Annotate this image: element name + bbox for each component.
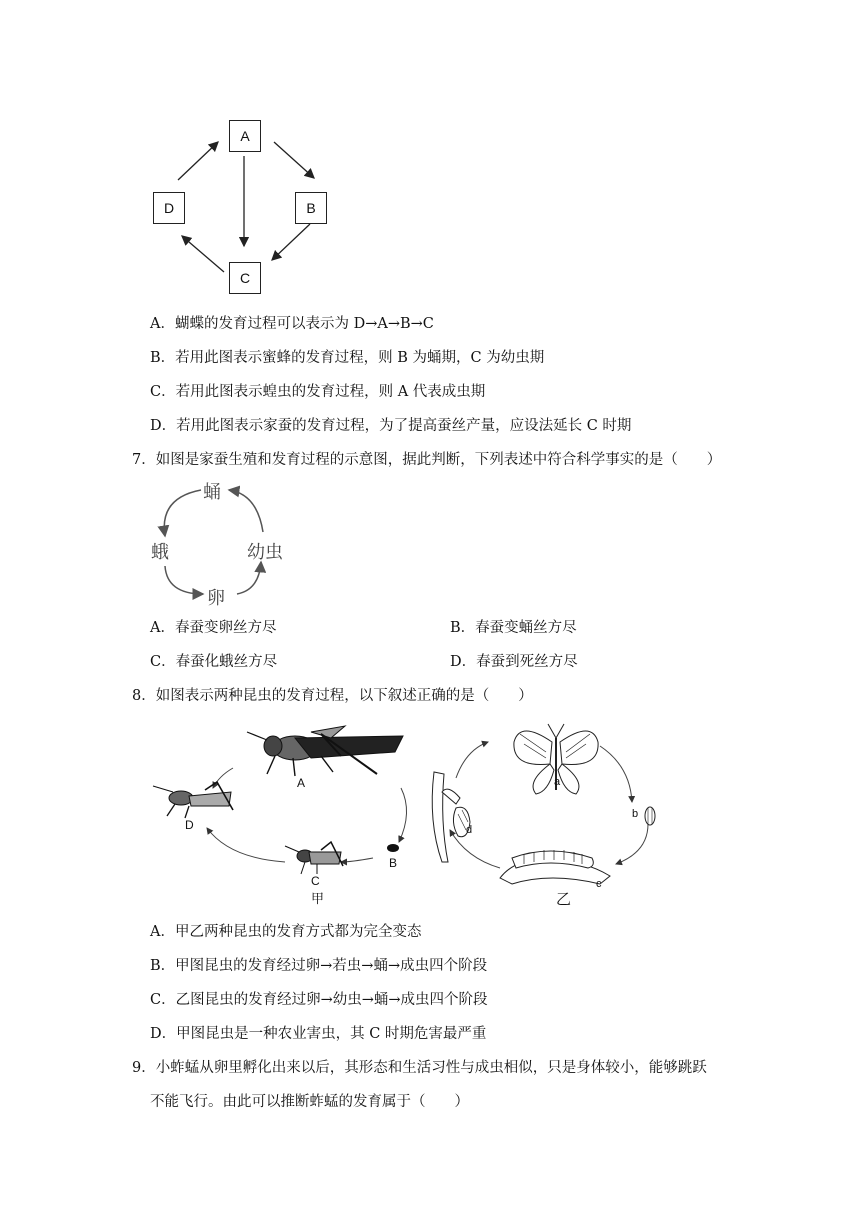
q6-option-b[interactable]: B．若用此图表示蜜蜂的发育过程，则 B 为蛹期，C 为幼虫期 xyxy=(150,350,545,366)
label-a-small: a xyxy=(554,776,561,788)
q7-stem: 7．如图是家蚕生殖和发育过程的示意图，据此判断，下列表述中符合科学事实的是（ ） xyxy=(132,452,722,468)
grasshopper-cycle xyxy=(145,712,425,912)
q8-option-d[interactable]: D．甲图昆虫是一种农业害虫，其 C 时期危害最严重 xyxy=(150,1026,487,1042)
stage-larva: 幼虫 xyxy=(247,542,283,563)
label-d-small: d xyxy=(466,824,473,836)
butterfly-egg xyxy=(645,807,655,825)
figure-jia-grasshopper xyxy=(145,712,425,912)
silkworm-cycle-diagram xyxy=(145,478,295,609)
node-a: A xyxy=(229,120,261,152)
node-b: B xyxy=(295,192,327,224)
adult-grasshopper xyxy=(247,726,403,776)
figure-yi-butterfly xyxy=(420,712,680,912)
label-a: A xyxy=(297,776,306,790)
q8-option-a[interactable]: A．甲乙两种昆虫的发育方式都为完全变态 xyxy=(150,924,422,940)
stage-moth: 蛾 xyxy=(151,542,169,563)
q9-stem-line1: 9．小蚱蜢从卵里孵化出来以后，其形态和生活习性与成虫相似，只是身体较小，能够跳跃 xyxy=(132,1060,707,1076)
node-c: C xyxy=(229,262,261,294)
label-b-small: b xyxy=(632,808,639,820)
q7-option-c[interactable]: C．春蚕化蛾丝方尽 xyxy=(150,654,278,670)
nymph-grasshopper-d xyxy=(153,782,233,818)
q8-option-c[interactable]: C．乙图昆虫的发育经过卵→幼虫→蛹→成虫四个阶段 xyxy=(150,992,488,1008)
q7-option-b[interactable]: B．春蚕变蛹丝方尽 xyxy=(450,620,577,636)
q8-option-b[interactable]: B．甲图昆虫的发育经过卵→若虫→蛹→成虫四个阶段 xyxy=(150,958,488,974)
label-b: B xyxy=(389,856,398,870)
caption-jia: 甲 xyxy=(311,892,325,907)
label-d: D xyxy=(185,818,194,832)
q6-option-d[interactable]: D．若用此图表示家蚕的发育过程，为了提高蚕丝产量，应设法延长 C 时期 xyxy=(150,418,632,434)
q7-option-d[interactable]: D．春蚕到死丝方尽 xyxy=(450,654,578,670)
q8-stem: 8．如图表示两种昆虫的发育过程，以下叙述正确的是（ ） xyxy=(132,688,533,704)
label-c-small: c xyxy=(596,878,602,890)
stage-egg: 卵 xyxy=(207,588,225,609)
q6-option-a[interactable]: A．蝴蝶的发育过程可以表示为 D→A→B→C xyxy=(150,316,434,332)
node-d: D xyxy=(153,192,185,224)
cycle-diagram-abcd xyxy=(140,110,360,310)
q9-stem-line2: 不能飞行。由此可以推断蚱蜢的发育属于（ ） xyxy=(150,1094,469,1110)
caption-yi: 乙 xyxy=(556,890,572,908)
caterpillar-on-leaf xyxy=(500,850,610,884)
q6-option-c[interactable]: C．若用此图表示蝗虫的发育过程，则 A 代表成虫期 xyxy=(150,384,486,400)
egg-b xyxy=(387,844,399,852)
stage-pupa: 蛹 xyxy=(203,482,221,503)
butterfly-cycle xyxy=(420,712,680,912)
nymph-grasshopper-c xyxy=(285,842,343,874)
q7-option-a[interactable]: A．春蚕变卵丝方尽 xyxy=(150,620,277,636)
label-c: C xyxy=(311,874,320,888)
